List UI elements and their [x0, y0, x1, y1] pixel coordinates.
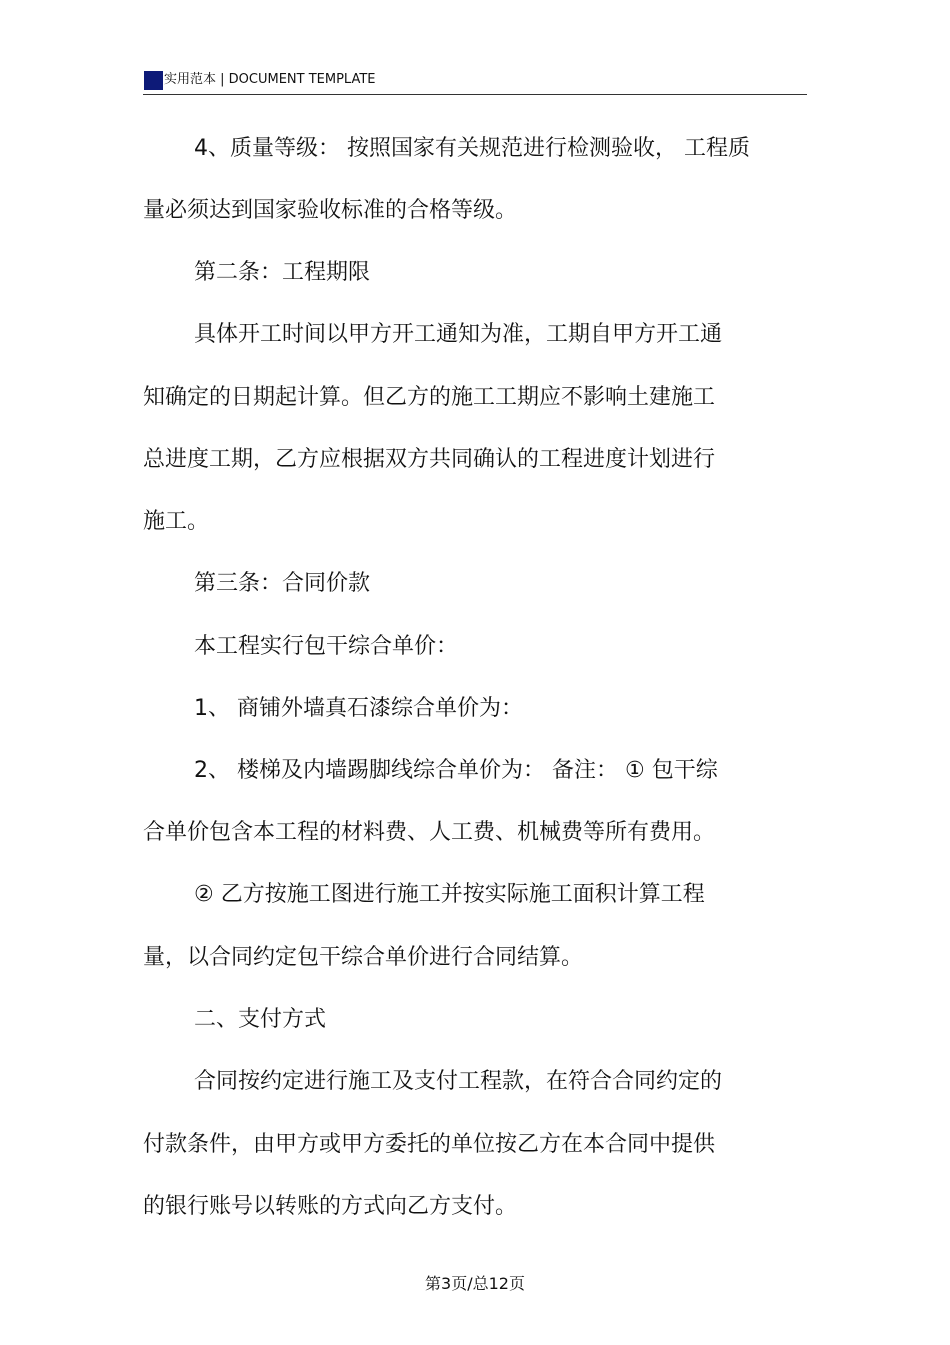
list-item: 1、 商铺外墙真石漆综合单价为： — [194, 696, 523, 721]
page-number: 第3页/总12页 — [425, 1274, 525, 1293]
page-header — [143, 68, 807, 95]
body-line: ② 乙方按施工图进行施工并按实际施工面积计算工程 — [194, 882, 705, 907]
header-logo-square — [144, 71, 163, 90]
section-heading: 第三条：合同价款 — [194, 571, 371, 596]
body-line: 的银行账号以转账的方式向乙方支付。 — [143, 1194, 518, 1219]
body-line: 合单价包含本工程的材料费、人工费、机械费等所有费用。 — [143, 820, 716, 845]
body-line: 知确定的日期起计算。但乙方的施工工期应不影响土建施工 — [143, 385, 716, 410]
list-item: 2、 楼梯及内墙踢脚线综合单价为： 备注： ① 包干综 — [194, 758, 718, 783]
body-line: 具体开工时间以甲方开工通知为准，工期自甲方开工通 — [194, 322, 723, 347]
body-line: 付款条件，由甲方或甲方委托的单位按乙方在本合同中提供 — [143, 1132, 716, 1157]
section-heading: 二、支付方式 — [194, 1007, 327, 1032]
body-line: 量，以合同约定包干综合单价进行合同结算。 — [143, 945, 584, 970]
body-line: 施工。 — [143, 509, 210, 534]
body-line: 本工程实行包干综合单价： — [194, 634, 459, 659]
body-line: 合同按约定进行施工及支付工程款，在符合合同约定的 — [194, 1069, 723, 1094]
body-line: 量必须达到国家验收标准的合格等级。 — [143, 198, 518, 223]
header-label: 实用范本 | DOCUMENT TEMPLATE — [164, 72, 376, 87]
body-line: 4、质量等级： 按照国家有关规范进行检测验收， 工程质 — [194, 136, 750, 161]
body-line: 总进度工期，乙方应根据双方共同确认的工程进度计划进行 — [143, 447, 716, 472]
section-heading: 第二条：工程期限 — [194, 260, 371, 285]
